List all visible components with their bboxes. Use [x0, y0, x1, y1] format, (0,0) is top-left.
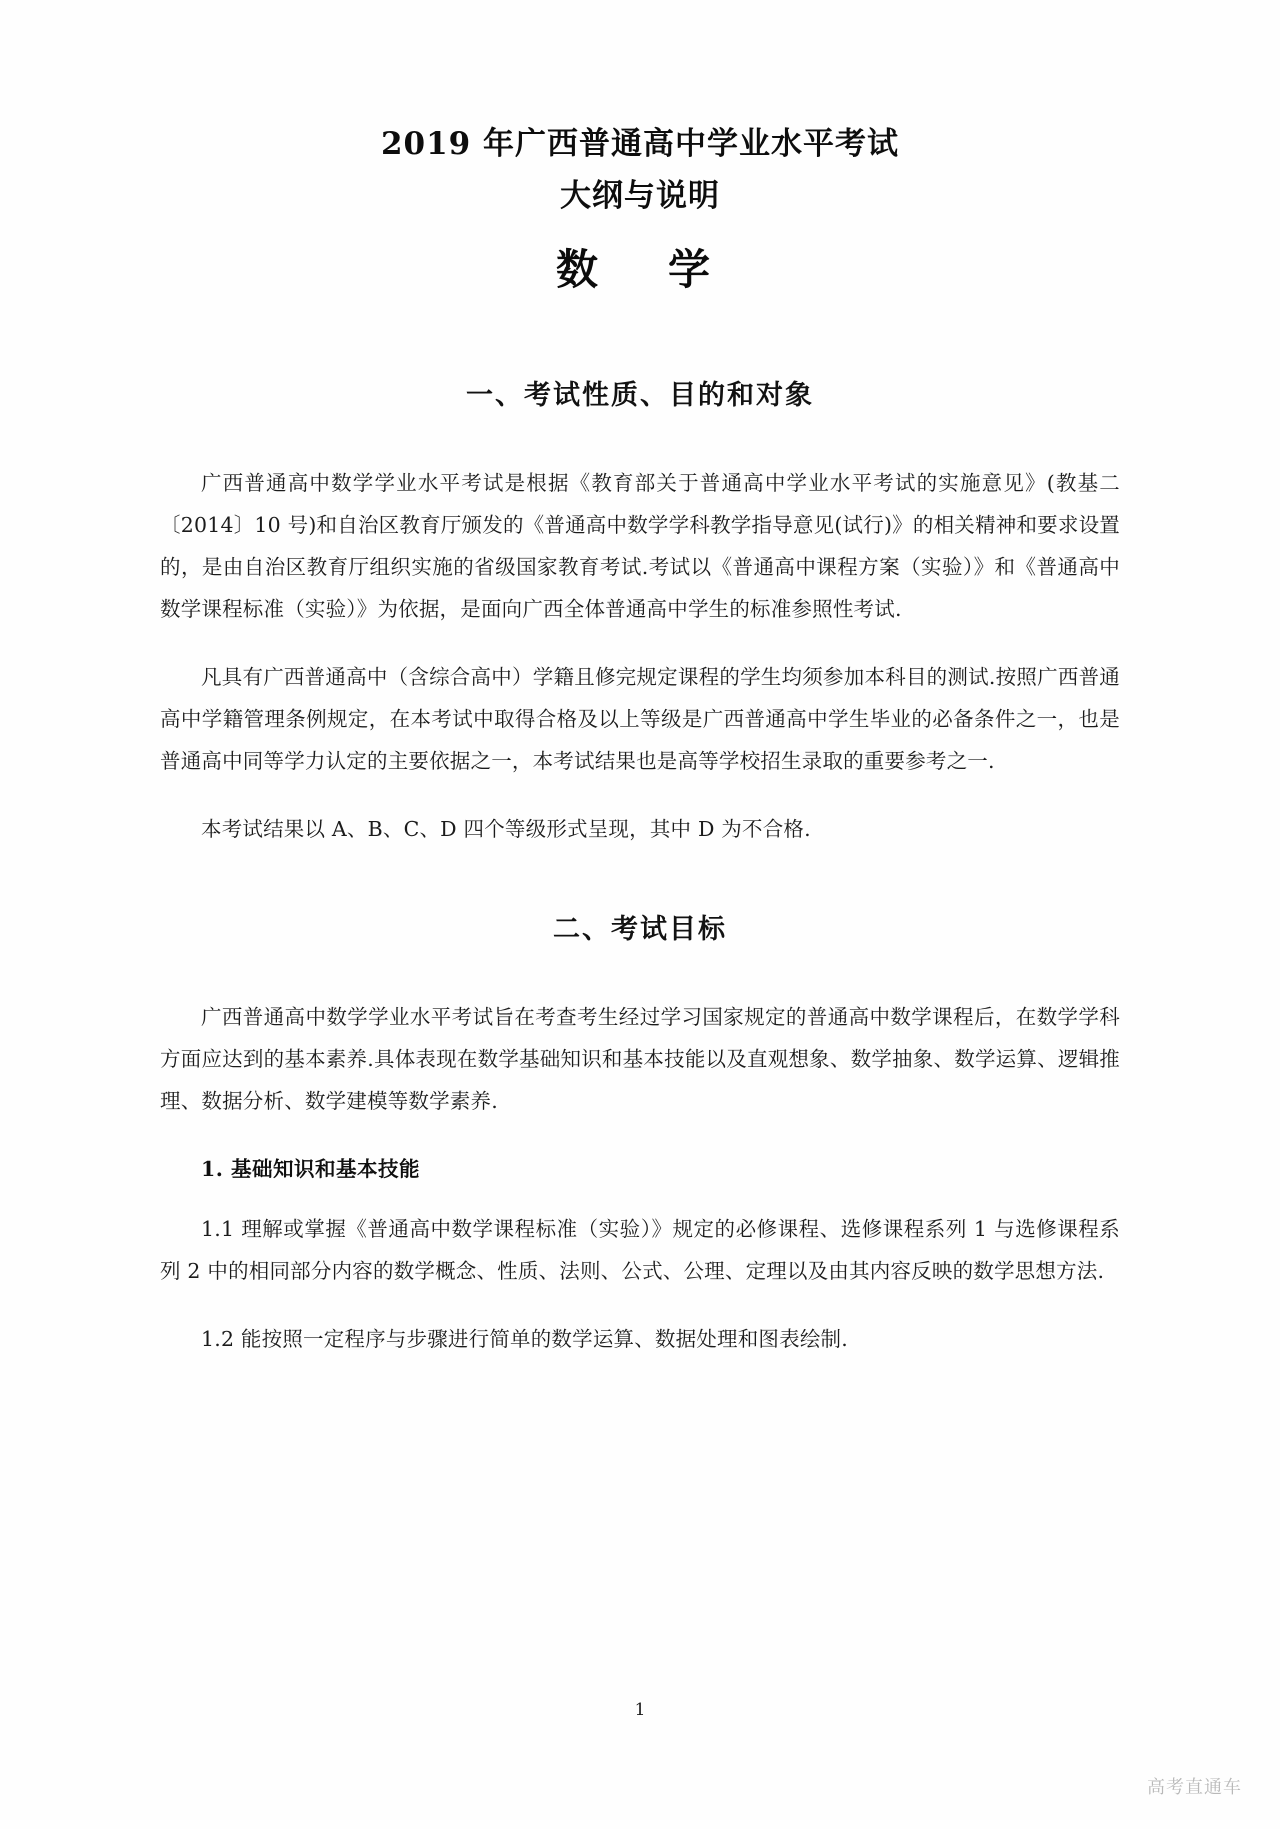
subsection-item-1-2: 1.2 能按照一定程序与步骤进行简单的数学运算、数据处理和图表绘制.: [201, 1327, 848, 1351]
paragraph-gap: [160, 1292, 1120, 1318]
page-number: 1: [634, 1700, 646, 1720]
spacer-before-section-one: [160, 304, 1120, 376]
subject-title: 数 学: [555, 245, 724, 294]
paragraph-gap: [160, 1122, 1120, 1148]
spacer-before-section-two: [160, 850, 1120, 910]
section-one-paragraph-1: 广西普通高中数学学业水平考试是根据《教育部关于普通高中学业水平考试的实施意见》(教基二〔2014〕10 号)和自治区教育厅颁发的《普通高中数学学科教学指导意见(试行)》的相关精神和要求设置的，是由自治区教育厅组织实施的省级国家教育考试.考试以《普通高中课程方案（实验）》和《普通高中数学课程标准（实验）》为依据，是面向广西全体普通高中学生的标准参照性考试.: [160, 471, 1120, 621]
section-two-intro-paragraph: 广西普通高中数学学业水平考试旨在考查考生经过学习国家规定的普通高中数学课程后，在数学学科方面应达到的基本素养.具体表现在数学基础知识和基本技能以及直观想象、数学抽象、数学运算、逻辑推理、数据分析、数学建模等数学素养.: [160, 1005, 1120, 1113]
paragraph-gap: [160, 630, 1120, 656]
subsection-heading-basic-knowledge: 1. 基础知识和基本技能: [201, 1157, 421, 1181]
section-heading-one: 一、考试性质、目的和对象: [466, 380, 814, 411]
watermark: 高考直通车: [1147, 1777, 1242, 1798]
section-one-paragraph-3: 本考试结果以 A、B、C、D 四个等级形式呈现，其中 D 为不合格.: [201, 817, 811, 841]
document-title: [160, 0, 1120, 222]
page-content-column: [160, 0, 1120, 1360]
document-title-line1: 2019 年广西普通高中学业水平考试: [380, 126, 900, 162]
paragraph-gap: [160, 782, 1120, 808]
section-one-paragraph-2: 凡具有广西普通高中（含综合高中）学籍且修完规定课程的学生均须参加本科目的测试.按照广西普通高中学籍管理条例规定，在本考试中取得合格及以上等级是广西普通高中学生毕业的必备条件之一，也是普通高中同等学力认定的主要依据之一，本考试结果也是高等学校招生录取的重要参考之一.: [160, 665, 1120, 773]
spacer-after-section-one-heading: [160, 416, 1120, 462]
document-title-line2: 大纲与说明: [560, 178, 720, 214]
spacer-after-section-two-heading: [160, 950, 1120, 996]
subsection-item-1-1: 1.1 理解或掌握《普通高中数学课程标准（实验）》规定的必修课程、选修课程系列 1 与选修课程系列 2 中的相同部分内容的数学概念、性质、法则、公式、公理、定理以及由其内容反映的数学思想方法.: [160, 1217, 1120, 1283]
paragraph-gap: [160, 1190, 1120, 1208]
section-heading-two: 二、考试目标: [553, 914, 727, 945]
